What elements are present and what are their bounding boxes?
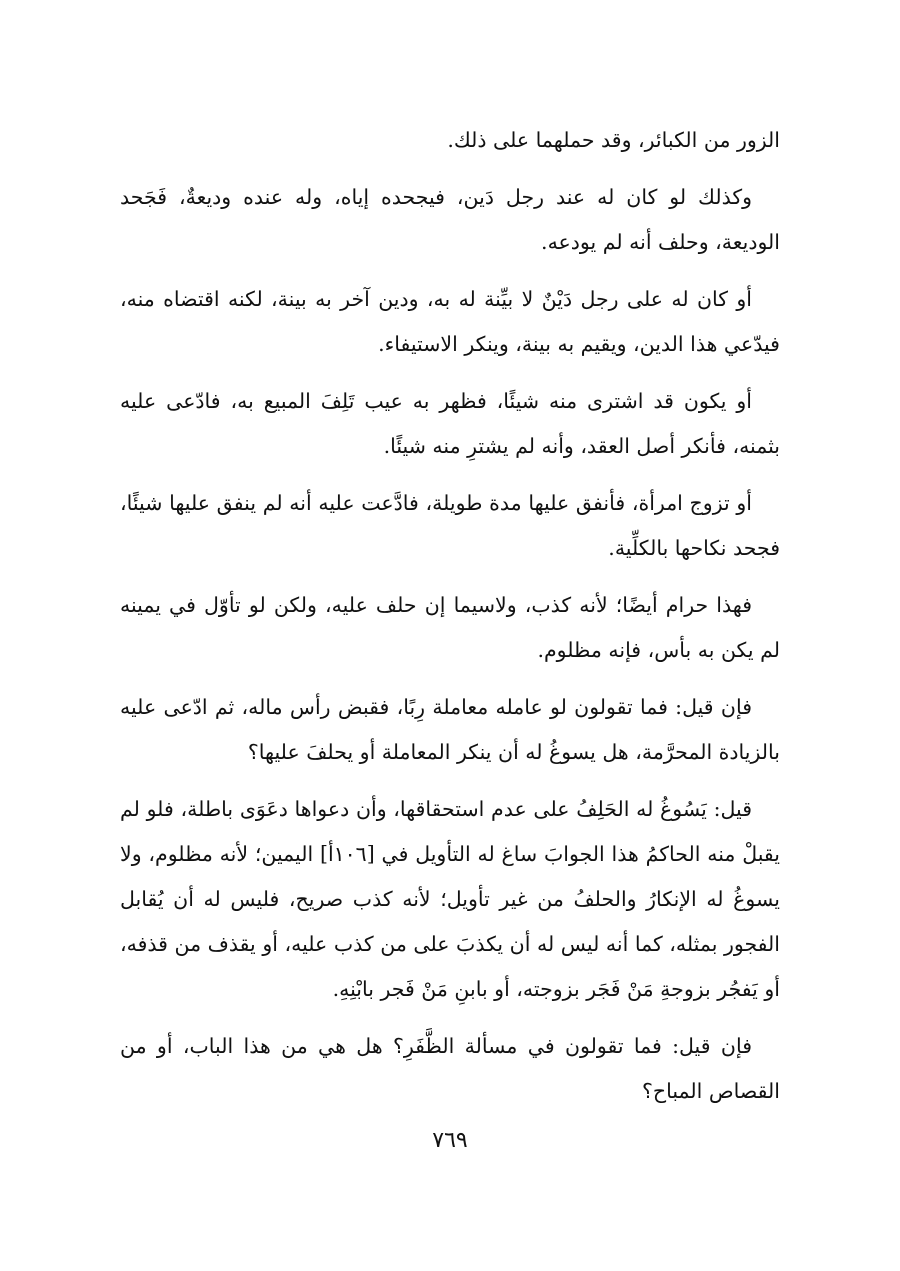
paragraph: فإن قيل: فما تقولون في مسألة الظَّفَرِ؟ هل هي من هذا الباب، أو من القصاص المباح؟ <box>120 1034 780 1103</box>
paragraph: وكذلك لو كان له عند رجل دَين، فيجحده إياه، وله عنده وديعةٌ، فَجَحد الوديعة، وحلف أنه لم يودعه. <box>120 185 780 254</box>
paragraph: أو تزوج امرأة، فأنفق عليها مدة طويلة، فادَّعت عليه أنه لم ينفق عليها شيئًا، فجحد نكاحها بالكلِّية. <box>120 491 780 560</box>
paragraph: أو يكون قد اشترى منه شيئًا، فظهر به عيب تَلِفَ المبيع به، فادّعى عليه بثمنه، فأنكر أصل العقد، وأنه لم يشترِ منه شيئًا. <box>120 389 780 458</box>
body-text <box>120 118 780 1126</box>
paragraph: الزور من الكبائر، وقد حملهما على ذلك. <box>447 128 780 152</box>
page-number: ٧٦٩ <box>432 1128 468 1153</box>
paragraph: فإن قيل: فما تقولون لو عامله معاملة رِبًا، فقبض رأس ماله، ثم ادّعى عليه بالزيادة المحرَّمة، هل يسوغُ له أن ينكر المعاملة أو يحلفَ عليها؟ <box>120 695 780 764</box>
paragraph: أو كان له على رجل دَيْنٌ لا بيِّنة له به، ودين آخر به بينة، لكنه اقتضاه منه، فيدّعي هذا الدين، ويقيم به بينة، وينكر الاستيفاء. <box>120 287 780 356</box>
paragraph: قيل: يَسُوغُ له الحَلِفُ على عدم استحقاقها، وأن دعواها دعَوَى باطلة، فلو لم يقبلْ منه الحاكمُ هذا الجوابَ ساغ له التأويل في [١٠٦أ] اليمين؛ لأنه مظلوم، ولا يسوغُ له الإنكارُ والحلفُ من غير تأويل؛ لأنه كذب صريح، فليس له أن يُقابل الفجور بمثله، كما أنه ليس له أن يكذبَ على من كذب عليه، أو يقذف من قذفه، أو يَفجُر بزوجةِ مَنْ فَجَر بزوجته، أو بابنِ مَنْ فَجر بابْنِهِ. <box>120 797 780 1001</box>
paragraph: فهذا حرام أيضًا؛ لأنه كذب، ولاسيما إن حلف عليه، ولكن لو تأوّل في يمينه لم يكن به بأس، فإنه مظلوم. <box>120 593 780 662</box>
